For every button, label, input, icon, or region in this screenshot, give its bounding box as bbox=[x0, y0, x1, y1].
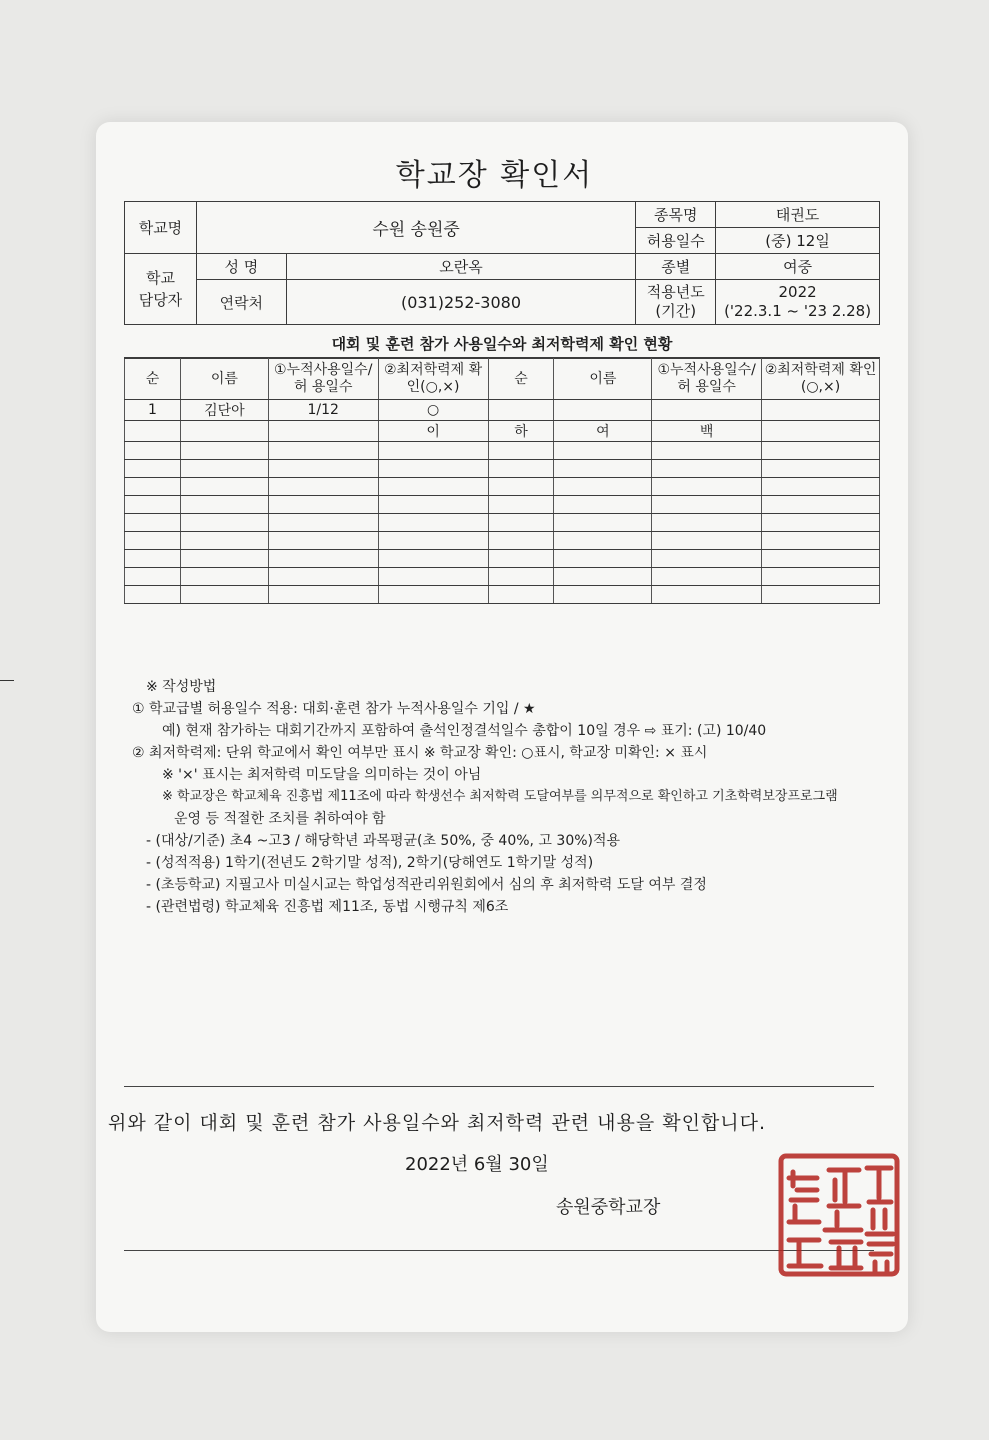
official-seal-stamp bbox=[775, 1150, 903, 1280]
note-line: - (성적적용) 1학기(전년도 2학기말 성적), 2학기(당해연도 1학기말 성적) bbox=[146, 855, 594, 871]
table-cell bbox=[125, 421, 181, 442]
contact-label: 연락처 bbox=[196, 280, 286, 325]
table-cell bbox=[268, 568, 378, 586]
table-cell bbox=[488, 550, 554, 568]
table-cell bbox=[488, 532, 554, 550]
signer-title: 송원중학교장 bbox=[556, 1197, 661, 1218]
table-cell bbox=[554, 478, 652, 496]
period-value: ('22.3.1 ~ '23 2.28) bbox=[724, 302, 872, 320]
sport-value: 태권도 bbox=[716, 202, 880, 228]
staff-label bbox=[125, 254, 197, 325]
year-value-cell bbox=[716, 280, 880, 325]
table-cell bbox=[554, 568, 652, 586]
table-cell bbox=[180, 550, 268, 568]
table-cell bbox=[652, 532, 762, 550]
table-cell bbox=[378, 568, 488, 586]
table-cell bbox=[762, 514, 880, 532]
table-cell: 하 bbox=[488, 421, 554, 442]
table-cell bbox=[554, 514, 652, 532]
table-cell bbox=[488, 400, 554, 421]
table-cell bbox=[180, 478, 268, 496]
table-cell bbox=[488, 586, 554, 604]
table-cell bbox=[378, 478, 488, 496]
table-cell bbox=[762, 400, 880, 421]
table-cell bbox=[268, 514, 378, 532]
table-cell bbox=[554, 400, 652, 421]
column-header: ②최저학력제 확인(○,×) bbox=[378, 359, 488, 400]
staff-label-line2: 담당자 bbox=[138, 291, 183, 309]
table-cell: ○ bbox=[378, 400, 488, 421]
note-line: 운영 등 적절한 조치를 취하여야 함 bbox=[174, 811, 386, 827]
name-label: 성 명 bbox=[196, 254, 286, 280]
table-cell bbox=[125, 442, 181, 460]
table-cell bbox=[378, 460, 488, 478]
table-cell bbox=[378, 442, 488, 460]
gender-label: 종별 bbox=[636, 254, 716, 280]
table-cell bbox=[378, 532, 488, 550]
table-cell bbox=[268, 460, 378, 478]
table-cell bbox=[488, 568, 554, 586]
sport-label: 종목명 bbox=[636, 202, 716, 228]
table-cell bbox=[762, 442, 880, 460]
table-cell bbox=[268, 550, 378, 568]
issue-date: 2022년 6월 30일 bbox=[405, 1154, 549, 1175]
note-line: - (초등학교) 지필고사 미실시교는 학업성적관리위원회에서 심의 후 최저학력 도달 여부 결정 bbox=[146, 877, 707, 893]
gender-value: 여중 bbox=[716, 254, 880, 280]
note-line: ※ 학교장은 학교체육 진흥법 제11조에 따라 학생선수 최저학력 도달여부를 의무적으로 확인하고 기초학력보장프로그램 bbox=[162, 789, 838, 804]
table-cell bbox=[378, 550, 488, 568]
table-cell bbox=[554, 586, 652, 604]
table-cell bbox=[554, 550, 652, 568]
table-cell bbox=[268, 496, 378, 514]
column-header: ②최저학력제 확인(○,×) bbox=[762, 359, 880, 400]
column-header: 순 bbox=[488, 359, 554, 400]
table-cell bbox=[180, 460, 268, 478]
notes-section bbox=[132, 676, 892, 918]
table-cell bbox=[554, 532, 652, 550]
participation-table-body bbox=[125, 359, 880, 604]
table-cell bbox=[180, 421, 268, 442]
column-header: 순 bbox=[125, 359, 181, 400]
staff-label-line1: 학교 bbox=[145, 269, 175, 287]
divider-top bbox=[124, 1086, 874, 1087]
table-cell bbox=[378, 514, 488, 532]
table-cell bbox=[762, 568, 880, 586]
table-cell bbox=[652, 514, 762, 532]
table-row bbox=[125, 586, 880, 604]
note-line: ※ '×' 표시는 최저학력 미도달을 의미하는 것이 아님 bbox=[162, 767, 482, 783]
year-label-line2: (기간) bbox=[655, 302, 697, 320]
table-cell bbox=[554, 496, 652, 514]
table-cell bbox=[268, 421, 378, 442]
year-label bbox=[636, 280, 716, 325]
table-cell bbox=[125, 532, 181, 550]
table-cell bbox=[180, 496, 268, 514]
notes-heading: ※ 작성방법 bbox=[146, 679, 217, 695]
table-cell bbox=[488, 496, 554, 514]
table-row bbox=[125, 460, 880, 478]
table-cell bbox=[652, 550, 762, 568]
table-cell: 1 bbox=[125, 400, 181, 421]
table-cell: 이 bbox=[378, 421, 488, 442]
table-row bbox=[125, 514, 880, 532]
table-cell bbox=[488, 514, 554, 532]
table-row bbox=[125, 550, 880, 568]
table-cell bbox=[762, 496, 880, 514]
table-cell bbox=[488, 478, 554, 496]
table-cell bbox=[762, 550, 880, 568]
year-value: 2022 bbox=[778, 283, 817, 301]
table-cell bbox=[180, 442, 268, 460]
info-table bbox=[124, 201, 880, 325]
table-cell bbox=[652, 400, 762, 421]
table-cell bbox=[652, 442, 762, 460]
school-label: 학교명 bbox=[125, 202, 197, 254]
table-row bbox=[125, 400, 880, 421]
school-value: 수원 송원중 bbox=[196, 202, 635, 254]
table-cell: 1/12 bbox=[268, 400, 378, 421]
table-cell bbox=[378, 586, 488, 604]
table-cell bbox=[652, 586, 762, 604]
table-cell bbox=[125, 478, 181, 496]
confirm-statement: 위와 같이 대회 및 훈련 참가 사용일수와 최저학력 관련 내용을 확인합니다. bbox=[108, 1112, 767, 1134]
section-title: 대회 및 훈련 참가 사용일수와 최저학력제 확인 현황 bbox=[124, 333, 880, 358]
table-cell bbox=[762, 586, 880, 604]
table-row bbox=[125, 568, 880, 586]
table-cell bbox=[268, 586, 378, 604]
table-cell bbox=[762, 532, 880, 550]
column-header: 이름 bbox=[554, 359, 652, 400]
table-cell bbox=[180, 568, 268, 586]
table-row bbox=[125, 532, 880, 550]
allowed-days-label: 허용일수 bbox=[636, 228, 716, 254]
table-cell bbox=[554, 442, 652, 460]
table-cell bbox=[125, 514, 181, 532]
table-row bbox=[125, 478, 880, 496]
divider-bottom bbox=[124, 1250, 874, 1251]
allowed-days-value: (중) 12일 bbox=[716, 228, 880, 254]
table-cell bbox=[268, 478, 378, 496]
name-value: 오란옥 bbox=[286, 254, 636, 280]
column-header: ①누적사용일수/허 용일수 bbox=[268, 359, 378, 400]
contact-value: (031)252-3080 bbox=[286, 280, 636, 325]
table-cell: 백 bbox=[652, 421, 762, 442]
table-cell: 여 bbox=[554, 421, 652, 442]
table-cell bbox=[488, 460, 554, 478]
table-cell bbox=[652, 460, 762, 478]
table-cell bbox=[180, 514, 268, 532]
table-cell bbox=[378, 496, 488, 514]
table-cell bbox=[762, 460, 880, 478]
document-title: 학교장 확인서 bbox=[395, 158, 594, 193]
table-cell: 김단아 bbox=[180, 400, 268, 421]
note-line: ① 학교급별 허용일수 적용: 대회·훈련 참가 누적사용일수 기입 / ★ bbox=[132, 701, 536, 717]
column-header: 이름 bbox=[180, 359, 268, 400]
table-cell bbox=[268, 442, 378, 460]
table-cell bbox=[125, 568, 181, 586]
table-cell bbox=[125, 496, 181, 514]
table-cell bbox=[268, 532, 378, 550]
table-row bbox=[125, 496, 880, 514]
table-cell bbox=[554, 460, 652, 478]
table-cell bbox=[652, 478, 762, 496]
table-cell bbox=[125, 460, 181, 478]
year-label-line1: 적용년도 bbox=[646, 283, 705, 301]
table-cell bbox=[180, 586, 268, 604]
table-cell bbox=[652, 568, 762, 586]
note-line: 예) 현재 참가하는 대회기간까지 포함하여 출석인정결석일수 총합이 10일 경우 ⇨ 표기: (고) 10/40 bbox=[162, 723, 767, 739]
table-cell bbox=[125, 550, 181, 568]
participation-table bbox=[124, 358, 880, 604]
table-header-row bbox=[125, 359, 880, 400]
note-line: - (대상/기준) 초4 ~고3 / 해당학년 과목평균(초 50%, 중 40%, 고 30%)적용 bbox=[146, 833, 621, 849]
edge-mark bbox=[0, 680, 14, 681]
table-row bbox=[125, 442, 880, 460]
table-row bbox=[125, 421, 880, 442]
note-line: - (관련법령) 학교체육 진흥법 제11조, 동법 시행규칙 제6조 bbox=[146, 899, 509, 915]
table-cell bbox=[180, 532, 268, 550]
table-cell bbox=[488, 442, 554, 460]
table-cell bbox=[125, 586, 181, 604]
column-header: ①누적사용일수/허 용일수 bbox=[652, 359, 762, 400]
table-cell bbox=[762, 478, 880, 496]
table-cell bbox=[652, 496, 762, 514]
table-cell bbox=[762, 421, 880, 442]
note-line: ② 최저학력제: 단위 학교에서 확인 여부만 표시 ※ 학교장 확인: ○표시, 학교장 미확인: × 표시 bbox=[132, 745, 708, 761]
